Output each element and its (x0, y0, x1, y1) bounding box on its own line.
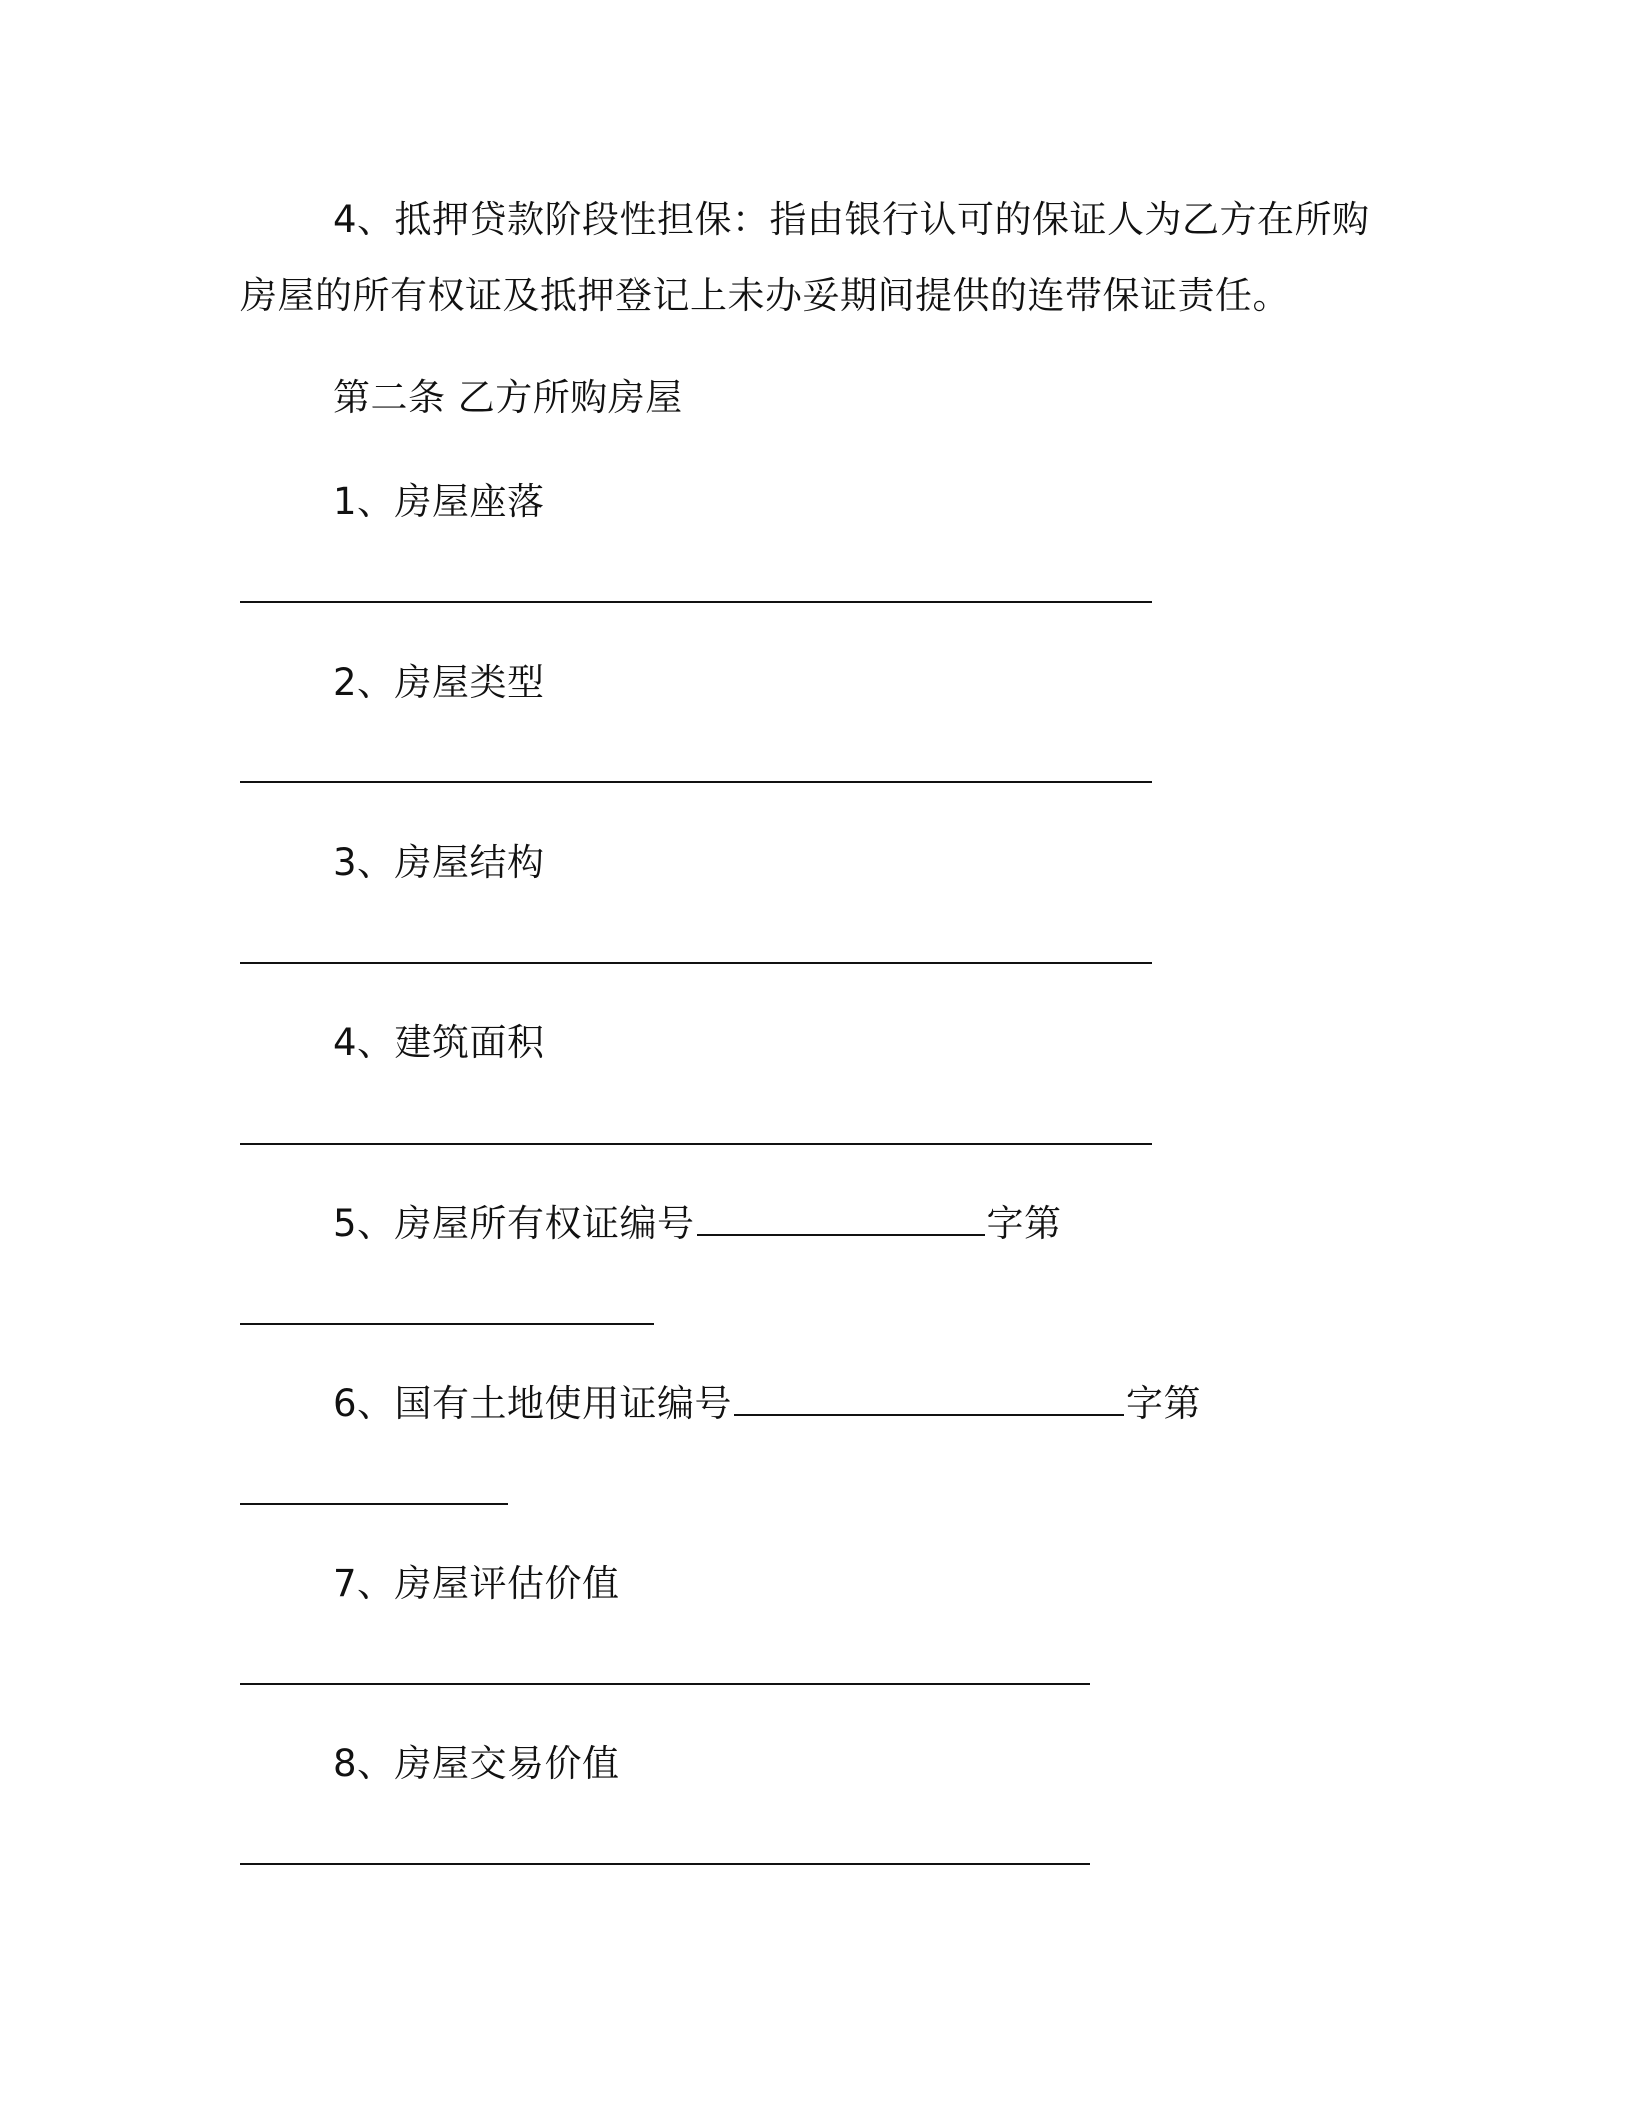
paragraph-line: 房屋的所有权证及抵押登记上未办妥期间提供的连带保证责任。 (240, 274, 1290, 317)
field-label-transaction-value: 8、房屋交易价值 (333, 1742, 620, 1785)
field-label-area: 4、建筑面积 (333, 1021, 545, 1064)
field-label-location: 1、房屋座落 (333, 480, 545, 523)
fill-blank-type (240, 781, 1152, 783)
field-label-type: 2、房屋类型 (333, 661, 545, 704)
section-title: 第二条 乙方所购房屋 (333, 376, 683, 419)
fill-blank-land-cert-number (240, 1503, 508, 1505)
field-label-land-cert: 6、国有土地使用证编号 (333, 1382, 733, 1425)
fill-blank-structure (240, 962, 1152, 964)
field-label-property-cert: 5、房屋所有权证编号 (333, 1202, 695, 1245)
fill-blank-land-cert-prefix (734, 1384, 1124, 1416)
fill-blank-appraised-value (240, 1683, 1090, 1685)
field-line-property-cert (333, 1200, 1062, 1248)
fill-blank-property-cert-number (240, 1323, 654, 1325)
fill-blank-location (240, 601, 1152, 603)
fill-blank-property-cert-prefix (697, 1204, 985, 1236)
paragraph-line: 4、抵押贷款阶段性担保：指由银行认可的保证人为乙方在所购 (333, 198, 1370, 241)
field-label-structure: 3、房屋结构 (333, 841, 545, 884)
field-suffix-property-cert: 字第 (986, 1202, 1062, 1245)
field-line-land-cert (333, 1380, 1201, 1428)
field-suffix-land-cert: 字第 (1126, 1382, 1202, 1425)
fill-blank-area (240, 1143, 1152, 1145)
field-label-appraised-value: 7、房屋评估价值 (333, 1562, 620, 1605)
fill-blank-transaction-value (240, 1863, 1090, 1865)
